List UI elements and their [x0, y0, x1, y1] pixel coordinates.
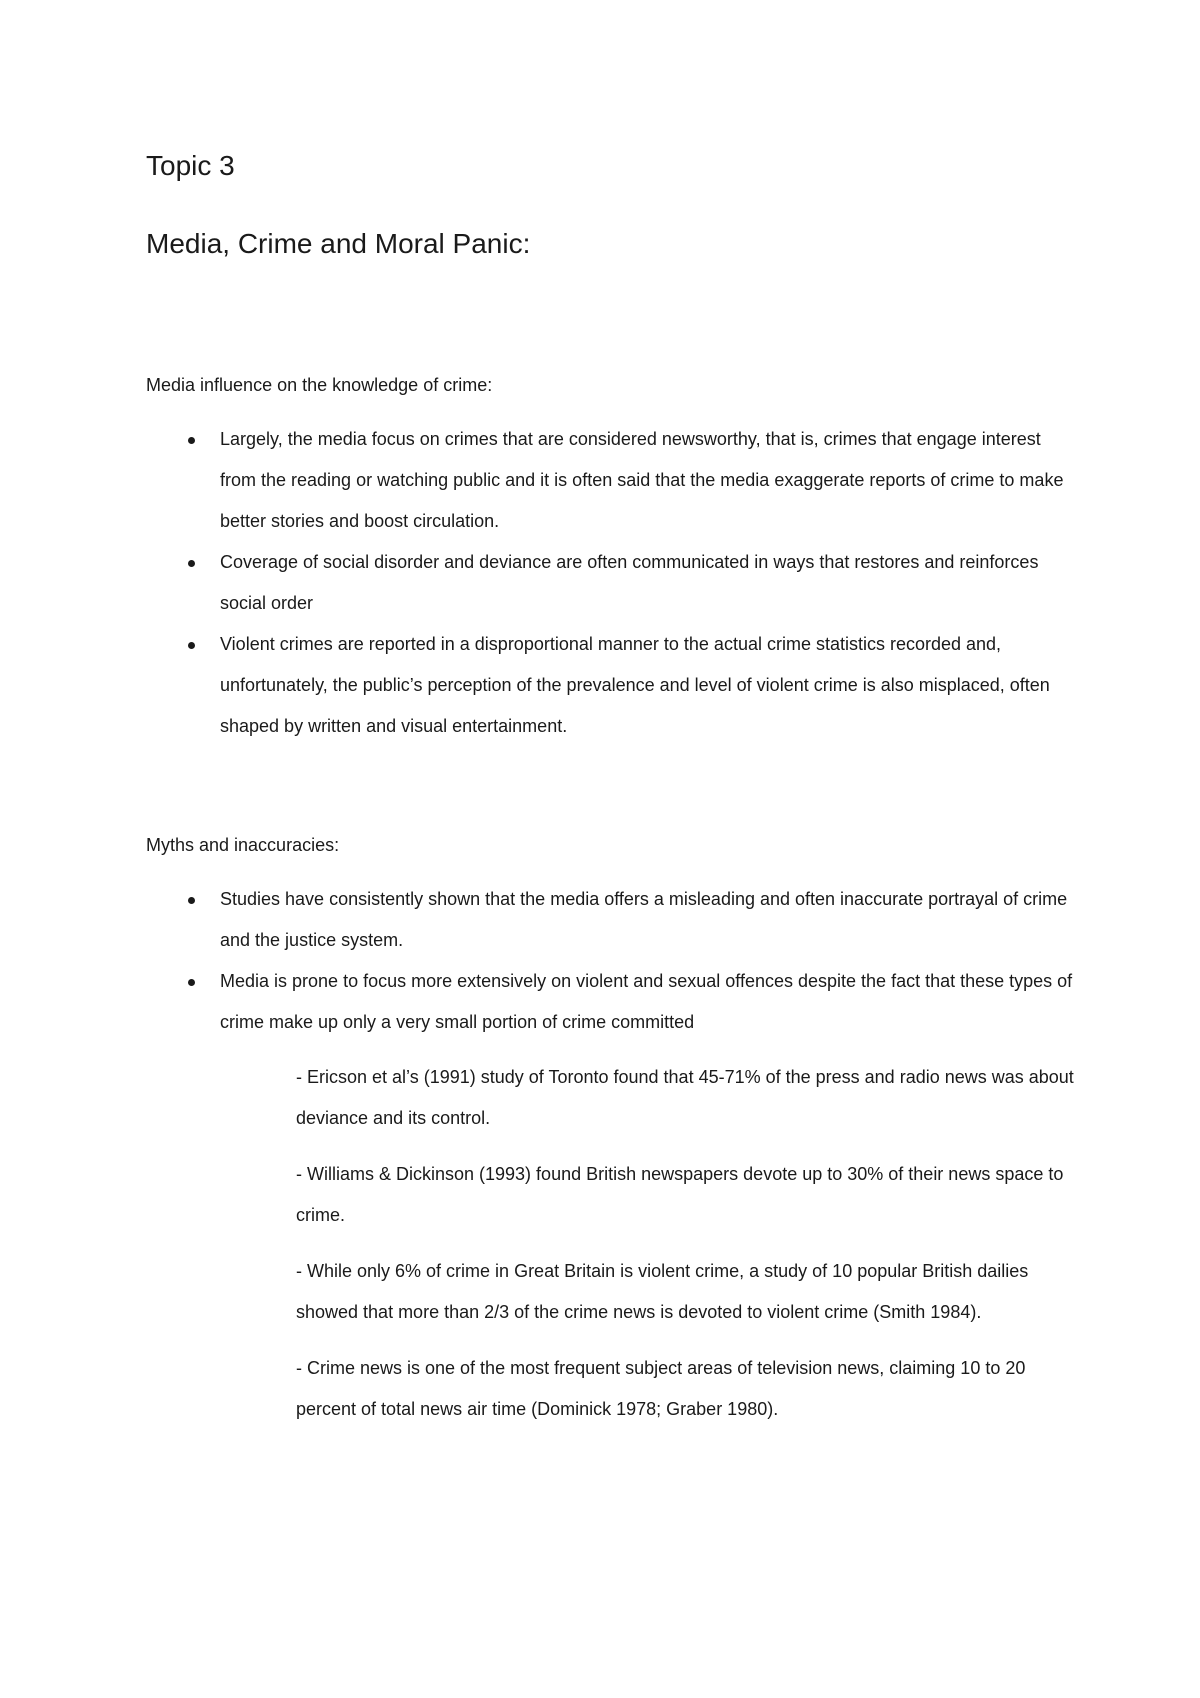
section-media-influence: [146, 373, 1080, 747]
bullet-item: [146, 542, 1080, 624]
bullet-item: [146, 624, 1080, 747]
bullet-icon: [188, 437, 195, 444]
evidence-note: - Williams & Dickinson (1993) found British newspapers devote up to 30% of their news space to crime.: [296, 1164, 1064, 1225]
bullet-text: Violent crimes are reported in a disproportional manner to the actual crime statistics recorded and, unfortunately, the public’s perception of the prevalence and level of violent crime is also misplaced, often shaped by written and visual entertainment.: [220, 634, 1050, 736]
bullet-text: Largely, the media focus on crimes that are considered newsworthy, that is, crimes that engage interest from the reading or watching public and it is often said that the media exaggerate reports of crime to make better stories and boost circulation.: [220, 429, 1064, 531]
bullet-item: [146, 879, 1080, 961]
document-subtitle: Media, Crime and Moral Panic:: [146, 228, 531, 259]
bullet-list: [146, 419, 1080, 747]
bullet-item: [146, 961, 1080, 1043]
section-heading: Myths and inaccuracies:: [146, 835, 340, 855]
bullet-text: Coverage of social disorder and deviance are often communicated in ways that restores and reinforces social order: [220, 552, 1039, 613]
bullet-text: Media is prone to focus more extensively on violent and sexual offences despite the fact that these types of crime make up only a very small portion of crime committed: [220, 971, 1073, 1032]
evidence-note: - While only 6% of crime in Great Britain is violent crime, a study of 10 popular British dailies showed that more than 2/3 of the crime news is devoted to violent crime (Smith 1984).: [296, 1261, 1029, 1322]
bullet-icon: [188, 897, 195, 904]
document-title: Topic 3: [146, 150, 235, 181]
section-heading: Media influence on the knowledge of crime:: [146, 375, 493, 395]
bullet-icon: [188, 979, 195, 986]
bullet-icon: [188, 642, 195, 649]
bullet-icon: [188, 560, 195, 567]
bullet-list: [146, 879, 1080, 1043]
evidence-notes: [146, 1057, 1080, 1430]
evidence-note: - Crime news is one of the most frequent subject areas of television news, claiming 10 to 20 percent of total news air time (Dominick 1978; Graber 1980).: [296, 1358, 1026, 1419]
bullet-text: Studies have consistently shown that the media offers a misleading and often inaccurate portrayal of crime and the justice system.: [220, 889, 1068, 950]
bullet-item: [146, 419, 1080, 542]
section-myths-inaccuracies: [146, 833, 1080, 1445]
evidence-note: - Ericson et al’s (1991) study of Toronto found that 45-71% of the press and radio news was about deviance and its control.: [296, 1067, 1074, 1128]
